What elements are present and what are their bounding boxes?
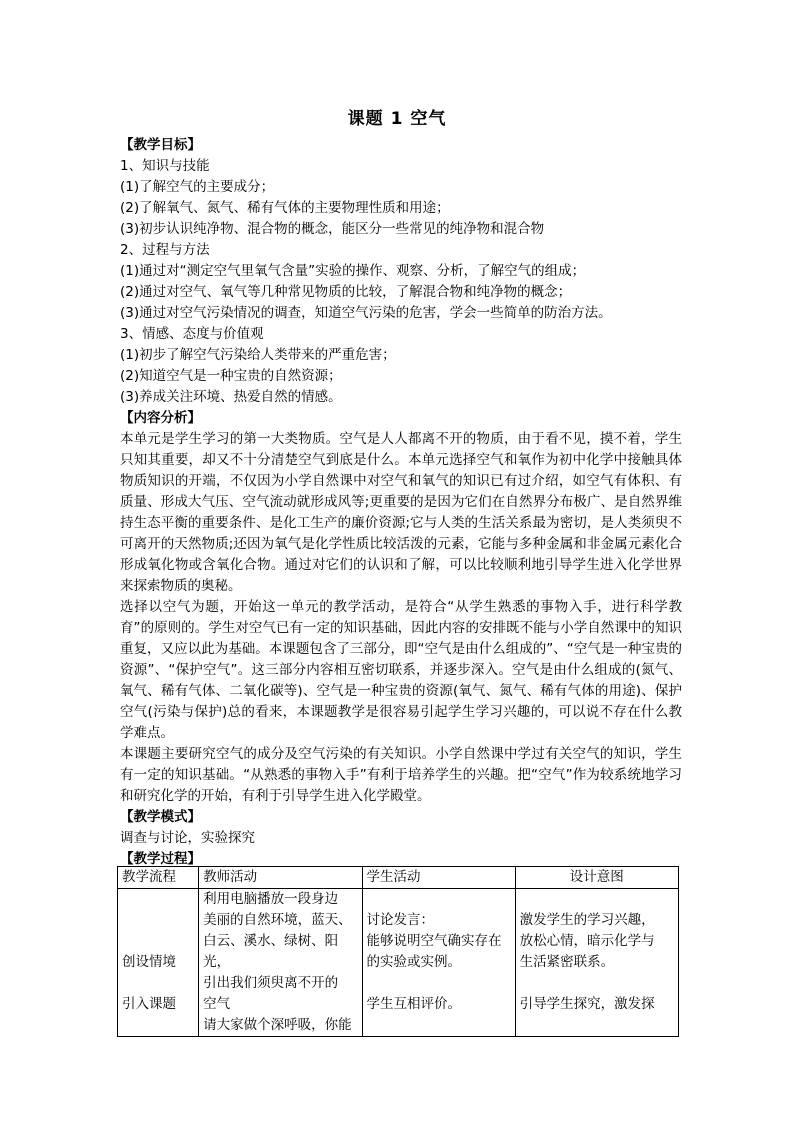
- student-text: 讨论发言：: [366, 912, 435, 928]
- intent-text: 激发学生的学习兴趣，: [519, 912, 655, 928]
- analysis-paragraph: 选择以空气为题，开始这一单元的教学活动，是符合“从学生熟悉的事物入手，进行科学教育”的原则的。学生对空气已有一定的知识基础，因此内容的安排既不能与小学自然课中的知识重复，又应以此为基础。本课题包含了三部分，即“空气是由什么组成的”、“空气是一种宝贵的资源”、“保护空气”。这三部分内容相互密切联系，并逐步深入。空气是由什么组成的(氮气、氧气、稀有气体、二氧化碳等)、空气是一种宝贵的资源(氧气、氮气、稀有气体的用途)、保护空气(污染与保护)总的看来，本课题教学是很容易引起学生学习兴趣的，可以说不存在什么教学难点。: [120, 599, 682, 741]
- design-intent-cell: [515, 889, 678, 1037]
- teacher-activity-cell: [199, 889, 362, 1037]
- goal-line: (1)通过对“测定空气里氧气含量”实验的操作、观察、分析，了解空气的组成；: [120, 263, 586, 279]
- flow-text: 创设情境: [122, 954, 176, 970]
- intent-text: 放松心情，暗示化学与: [519, 933, 655, 949]
- teacher-text: 请大家做个深呼吸，你能: [203, 1017, 352, 1033]
- teacher-text: 美丽的自然环境，蓝天、: [203, 912, 352, 928]
- goal-line: (1)初步了解空气污染给人类带来的严重危害；: [120, 347, 396, 363]
- flow-cell: [118, 889, 199, 1037]
- goal-line: (2)知道空气是一种宝贵的自然资源；: [120, 368, 342, 384]
- teacher-text: 引出我们须臾离不开的: [203, 975, 339, 991]
- teacher-text: 白云、溪水、绿树、阳光，: [203, 933, 339, 970]
- student-text: 学生互相评价。: [366, 996, 462, 1012]
- table-header-cell: 设计意图: [515, 867, 678, 889]
- table-row: [118, 889, 679, 1037]
- goal-line: 3、情感、态度与价值观: [120, 326, 264, 342]
- page-title: 课题 1 空气: [347, 109, 447, 129]
- teaching-process-table: [117, 866, 679, 1037]
- student-text: 能够说明空气确实存在: [366, 933, 502, 949]
- goal-line: 1、知识与技能: [120, 158, 210, 174]
- analysis-heading: 【内容分析】: [120, 410, 201, 426]
- goal-line: (3)通过对空气污染情况的调查，知道空气污染的危害，学会一些简单的防治方法。: [120, 305, 612, 321]
- table-header-cell: 教师活动: [199, 867, 362, 889]
- goal-line: (1)了解空气的主要成分；: [120, 179, 275, 195]
- goals-heading: 【教学目标】: [120, 137, 201, 153]
- flow-text: 引入课题: [122, 996, 176, 1012]
- teacher-text: 空气: [203, 996, 231, 1012]
- analysis-paragraph: 本单元是学生学习的第一大类物质。空气是人人都离不开的物质，由于看不见，摸不着，学生只知其重要，却又不十分清楚空气到底是什么。本单元选择空气和氧作为初中化学中接触具体物质知识的开端，不仅因为小学自然课中对空气和氧气的知识已有过介绍，如空气有体积、有质量、形成大气压、空气流动就形成风等;更重要的是因为它们在自然界分布极广、是自然界维持生态平衡的重要条件、是化工生产的廉价资源;它与人类的生活关系最为密切，是人类须臾不可离开的天然物质;还因为氧气是化学性质比较活泼的元素，它能与多种金属和非金属元素化合形成氧化物或含氧化合物。通过对它们的认识和了解，可以比较顺利地引导学生进入化学世界来探索物质的奥秘。: [120, 431, 682, 594]
- table-header-row: [118, 867, 679, 889]
- table-header-cell: 教学流程: [118, 867, 199, 889]
- goal-line: (2)通过对空气、氧气等几种常见物质的比较，了解混合物和纯净物的概念；: [120, 284, 572, 300]
- mode-heading: 【教学模式】: [120, 809, 201, 825]
- student-activity-cell: [362, 889, 515, 1037]
- analysis-paragraph: 本课题主要研究空气的成分及空气污染的有关知识。小学自然课中学过有关空气的知识，学生有一定的知识基础。“从熟悉的事物入手”有利于培养学生的兴趣。把“空气”作为较系统地学习和研究化学的开始，有利于引导学生进入化学殿堂。: [120, 746, 682, 804]
- process-heading: 【教学过程】: [120, 851, 201, 867]
- intent-text: 生活紧密联系。: [519, 954, 615, 970]
- mode-text: 调查与讨论，实验探究: [120, 830, 255, 846]
- goal-line: (2)了解氧气、氮气、稀有气体的主要物理性质和用途；: [120, 200, 450, 216]
- intent-text: 引导学生探究，激发探: [519, 996, 655, 1012]
- goal-line: (3)养成关注环境、热爱自然的情感。: [120, 389, 342, 405]
- teacher-text: 利用电脑播放一段身边: [203, 891, 339, 907]
- goal-line: 2、过程与方法: [120, 242, 210, 258]
- document-body: [120, 135, 682, 870]
- goal-line: (3)初步认识纯净物、混合物的概念，能区分一些常见的纯净物和混合物: [120, 221, 545, 237]
- student-text: 的实验或实例。: [366, 954, 462, 970]
- table-header-cell: 学生活动: [362, 867, 515, 889]
